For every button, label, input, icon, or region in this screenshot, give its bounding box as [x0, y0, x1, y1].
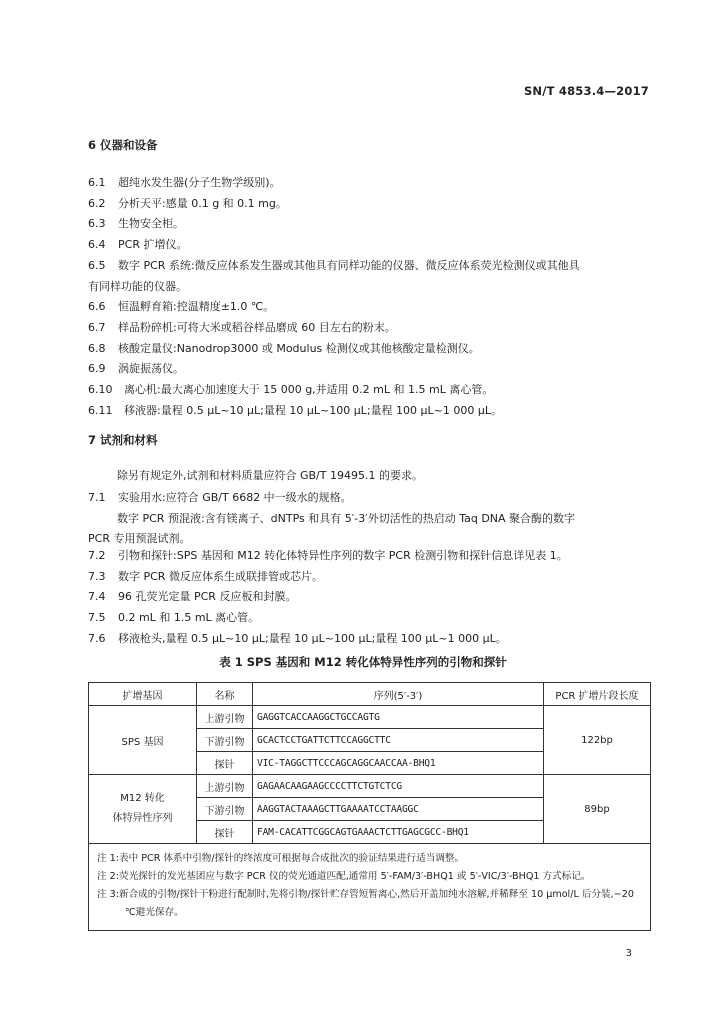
- item-text: 超纯水发生器(分子生物学级别)。: [118, 176, 281, 189]
- col-header-sequence: 序列(5′-3′): [253, 683, 544, 706]
- item-text: 0.2 mL 和 1.5 mL 离心管。: [118, 611, 260, 625]
- list-item: [88, 257, 580, 273]
- item-7-1: [88, 489, 352, 505]
- list-item: [88, 402, 502, 418]
- gene-line-2: 体特异性序列: [112, 813, 173, 824]
- name-cell: 上游引物: [197, 706, 253, 729]
- list-item: [88, 174, 281, 190]
- premix-line-1: 数字 PCR 预混液:含有镁离子、dNTPs 和具有 5′-3′外切活性的热启动 Taq DNA 聚合酶的数字: [117, 512, 576, 525]
- col-header-gene: 扩增基因: [89, 683, 197, 706]
- item-number: 7.2: [88, 549, 106, 562]
- table-row: [89, 706, 651, 729]
- item-number: 6.10: [88, 383, 113, 396]
- item-number: 7.6: [88, 631, 106, 645]
- section-7-intro: 除另有规定外,试剂和材料质量应符合 GB/T 19495.1 的要求。: [117, 469, 423, 482]
- item-text: 引物和探针:SPS 基因和 M12 转化体特异性序列的数字 PCR 检测引物和探针信息详见表 1。: [118, 549, 568, 562]
- list-item: [88, 360, 184, 376]
- item-number: 7.4: [88, 590, 106, 604]
- sequence-cell: GAGGTCACCAAGGCTGCCAGTG: [253, 706, 544, 729]
- name-cell: 下游引物: [197, 729, 253, 752]
- section-6-heading: 6 仪器和设备: [88, 138, 158, 152]
- list-item: [88, 547, 568, 563]
- list-item: [88, 381, 493, 397]
- item-text: 数字 PCR 系统:微反应体系发生器或其他具有同样功能的仪器、微反应体系荧光检测仪或其他具: [118, 258, 580, 272]
- name-cell: 探针: [197, 752, 253, 775]
- item-number: 7.5: [88, 611, 106, 625]
- notes-row: [89, 844, 651, 931]
- list-item: [88, 588, 296, 604]
- length-cell: 122bp: [544, 706, 651, 775]
- list-item: [88, 278, 187, 294]
- gene-line-1: M12 转化: [120, 793, 165, 804]
- item-text: 96 孔荧光定量 PCR 反应板和封膜。: [118, 590, 297, 604]
- item-number: 6.3: [88, 217, 106, 231]
- item-number: 6.7: [88, 320, 106, 334]
- table-1: [88, 682, 651, 931]
- item-text: 移液枪头,量程 0.5 μL~10 μL;量程 10 μL~100 μL;量程 100 μL~1 000 μL。: [118, 631, 507, 645]
- item-text: 移液器:量程 0.5 μL~10 μL;量程 10 μL~100 μL;量程 100 μL~1 000 μL。: [124, 403, 502, 417]
- list-item: [88, 236, 187, 252]
- col-header-length: PCR 扩增片段长度: [544, 683, 651, 706]
- item-number: 6.5: [88, 258, 106, 272]
- item-number: 7.1: [88, 491, 106, 504]
- item-text: 生物安全柜。: [118, 217, 184, 231]
- item-text: 涡旋振荡仪。: [118, 362, 184, 376]
- item-number: 6.1: [88, 176, 106, 189]
- table-note-3: 注 3:新合成的引物/探针干粉进行配制时,先将引物/探针贮存管短暂离心,然后开盖加纯水溶解,并稀释至 10 μmol/L 后分装,−20 ℃避光保存。: [97, 889, 634, 918]
- item-text: 恒温孵育箱:控温精度±1.0 ℃。: [118, 300, 275, 314]
- standard-code: SN/T 4853.4—2017: [523, 84, 649, 98]
- list-item: [88, 319, 396, 335]
- sequence-cell: VIC-TAGGCTTCCCAGCAGGCAACCAA-BHQ1: [253, 752, 544, 775]
- item-number: 6.6: [88, 300, 106, 314]
- name-cell: 上游引物: [197, 775, 253, 798]
- table-notes: [89, 844, 651, 931]
- list-item: [88, 215, 184, 231]
- length-cell: 89bp: [544, 775, 651, 844]
- item-text: 分析天平:感量 0.1 g 和 0.1 mg。: [118, 196, 287, 210]
- sequence-cell: FAM-CACATTCGGCAGTGAAACTCTTGAGCGCC-BHQ1: [253, 821, 544, 844]
- list-item: [88, 195, 287, 211]
- list-item: [88, 340, 480, 356]
- item-text: 样品粉碎机:可将大米或稻谷样品磨成 60 目左右的粉末。: [118, 320, 396, 334]
- list-item: [88, 568, 323, 584]
- section-7-heading: 7 试剂和材料: [88, 433, 158, 447]
- table-note-1: 注 1:表中 PCR 体系中引物/探针的终浓度可根据每合成批次的验证结果进行适当调整。: [97, 853, 465, 864]
- gene-cell-m12: [89, 775, 197, 844]
- item-number: 6.9: [88, 362, 106, 376]
- list-item: [88, 298, 274, 314]
- table-header-row: [89, 683, 651, 706]
- page-number: 3: [625, 948, 632, 959]
- item-text: 实验用水:应符合 GB/T 6682 中一级水的规格。: [118, 491, 352, 504]
- name-cell: 探针: [197, 821, 253, 844]
- item-number: 6.11: [88, 403, 113, 417]
- name-cell: 下游引物: [197, 798, 253, 821]
- item-number: 6.2: [88, 196, 106, 210]
- gene-cell-sps: SPS 基因: [89, 706, 197, 775]
- sequence-cell: GCACTCCTGATTCTTCCAGGCTTC: [253, 729, 544, 752]
- item-number: 7.3: [88, 569, 106, 583]
- item-number: 6.4: [88, 238, 106, 252]
- col-header-name: 名称: [197, 683, 253, 706]
- item-text: 离心机:最大离心加速度大于 15 000 g,并适用 0.2 mL 和 1.5 mL 离心管。: [124, 383, 494, 396]
- table-1-title: 表 1 SPS 基因和 M12 转化体特异性序列的引物和探针: [219, 655, 507, 669]
- item-text: 核酸定量仪:Nanodrop3000 或 Modulus 检测仪或其他核酸定量检测仪。: [118, 341, 480, 355]
- sequence-cell: AAGGTACTAAAGCTTGAAAATCCTAAGGC: [253, 798, 544, 821]
- list-item: [88, 630, 507, 646]
- list-item: [88, 609, 259, 625]
- table-row: [89, 775, 651, 798]
- item-text: PCR 扩增仪。: [118, 238, 188, 252]
- item-number: 6.8: [88, 341, 106, 355]
- sequence-cell: GAGAACAAGAAGCCCCTTCTGTCTCG: [253, 775, 544, 798]
- table-note-2: 注 2:荧光探针的发光基团应与数字 PCR 仪的荧光通道匹配,通常用 5′-FAM/3′-BHQ1 或 5′-VIC/3′-BHQ1 方式标记。: [97, 871, 591, 882]
- item-text: 有同样功能的仪器。: [88, 279, 187, 293]
- item-text: 数字 PCR 微反应体系生成联排管或芯片。: [118, 569, 323, 583]
- premix-line-2: PCR 专用预混试剂。: [88, 532, 191, 545]
